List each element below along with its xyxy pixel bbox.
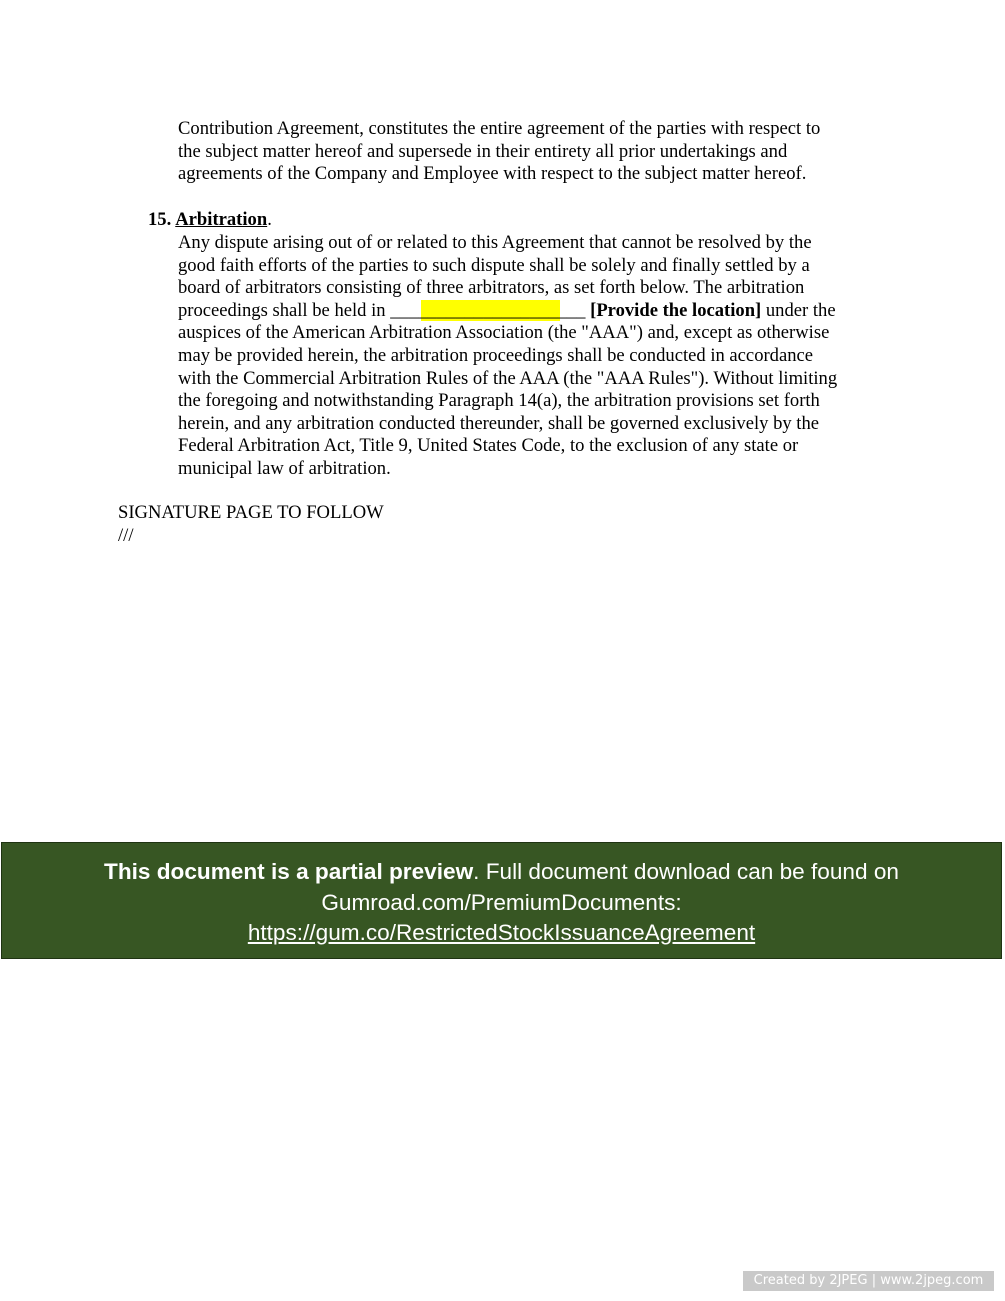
banner-line-1 — [2, 857, 1001, 888]
banner-line-2: Gumroad.com/PremiumDocuments: — [321, 889, 682, 915]
section-title: Arbitration — [175, 209, 268, 230]
location-line — [178, 300, 898, 323]
section-number: 15. — [148, 209, 172, 230]
text-line: board of arbitrators consisting of three arbitrators, as set forth below. The arbitration — [178, 277, 805, 299]
section-title-period: . — [267, 209, 272, 230]
text-line: good faith efforts of the parties to such dispute shall be solely and finally settled by a — [178, 254, 810, 276]
banner-bold-text: This document is a partial preview — [104, 859, 474, 884]
text-line: may be provided herein, the arbitration proceedings shall be conducted in accordance — [178, 344, 814, 366]
text-line: the foregoing and notwithstanding Paragraph 14(a), the arbitration provisions set forth — [178, 390, 820, 412]
text-line: Federal Arbitration Act, Title 9, United States Code, to the exclusion of any state or — [178, 435, 799, 457]
location-placeholder: [Provide the location] — [590, 299, 762, 321]
text-line: auspices of the American Arbitration Association (the "AAA") and, except as otherwise — [178, 322, 830, 344]
banner-line-3 — [2, 918, 1001, 949]
location-line-suffix: under the — [761, 299, 836, 321]
location-blank: _____________________ — [390, 299, 586, 321]
download-link[interactable]: https://gum.co/RestrictedStockIssuanceAgreement — [247, 920, 756, 945]
text-line: Contribution Agreement, constitutes the entire agreement of the parties with respect to — [178, 118, 821, 139]
signature-marker: /// — [118, 524, 134, 546]
section-heading-arbitration — [148, 209, 272, 232]
location-blank-field — [390, 300, 585, 323]
signature-note: SIGNATURE PAGE TO FOLLOW — [118, 502, 384, 523]
text-line: with the Commercial Arbitration Rules of the AAA (the "AAA Rules"). Without limiting — [178, 367, 838, 389]
text-line: herein, and any arbitration conducted thereunder, shall be governed exclusively by the — [178, 412, 820, 434]
arbitration-paragraph — [178, 232, 898, 481]
location-line-prefix: proceedings shall be held in — [178, 299, 391, 321]
entire-agreement-paragraph — [178, 118, 898, 186]
signature-block — [118, 502, 384, 547]
text-line: agreements of the Company and Employee with respect to the subject matter hereof. — [178, 163, 807, 185]
text-line: Any dispute arising out of or related to this Agreement that cannot be resolved by the — [178, 232, 812, 253]
text-line: municipal law of arbitration. — [178, 457, 391, 479]
text-line: the subject matter hereof and supersede in their entirety all prior undertakings and — [178, 140, 788, 162]
watermark: Created by 2JPEG | www.2jpeg.com — [743, 1271, 994, 1291]
banner-text: . Full document download can be found on — [473, 859, 899, 884]
preview-banner — [1, 842, 1002, 959]
